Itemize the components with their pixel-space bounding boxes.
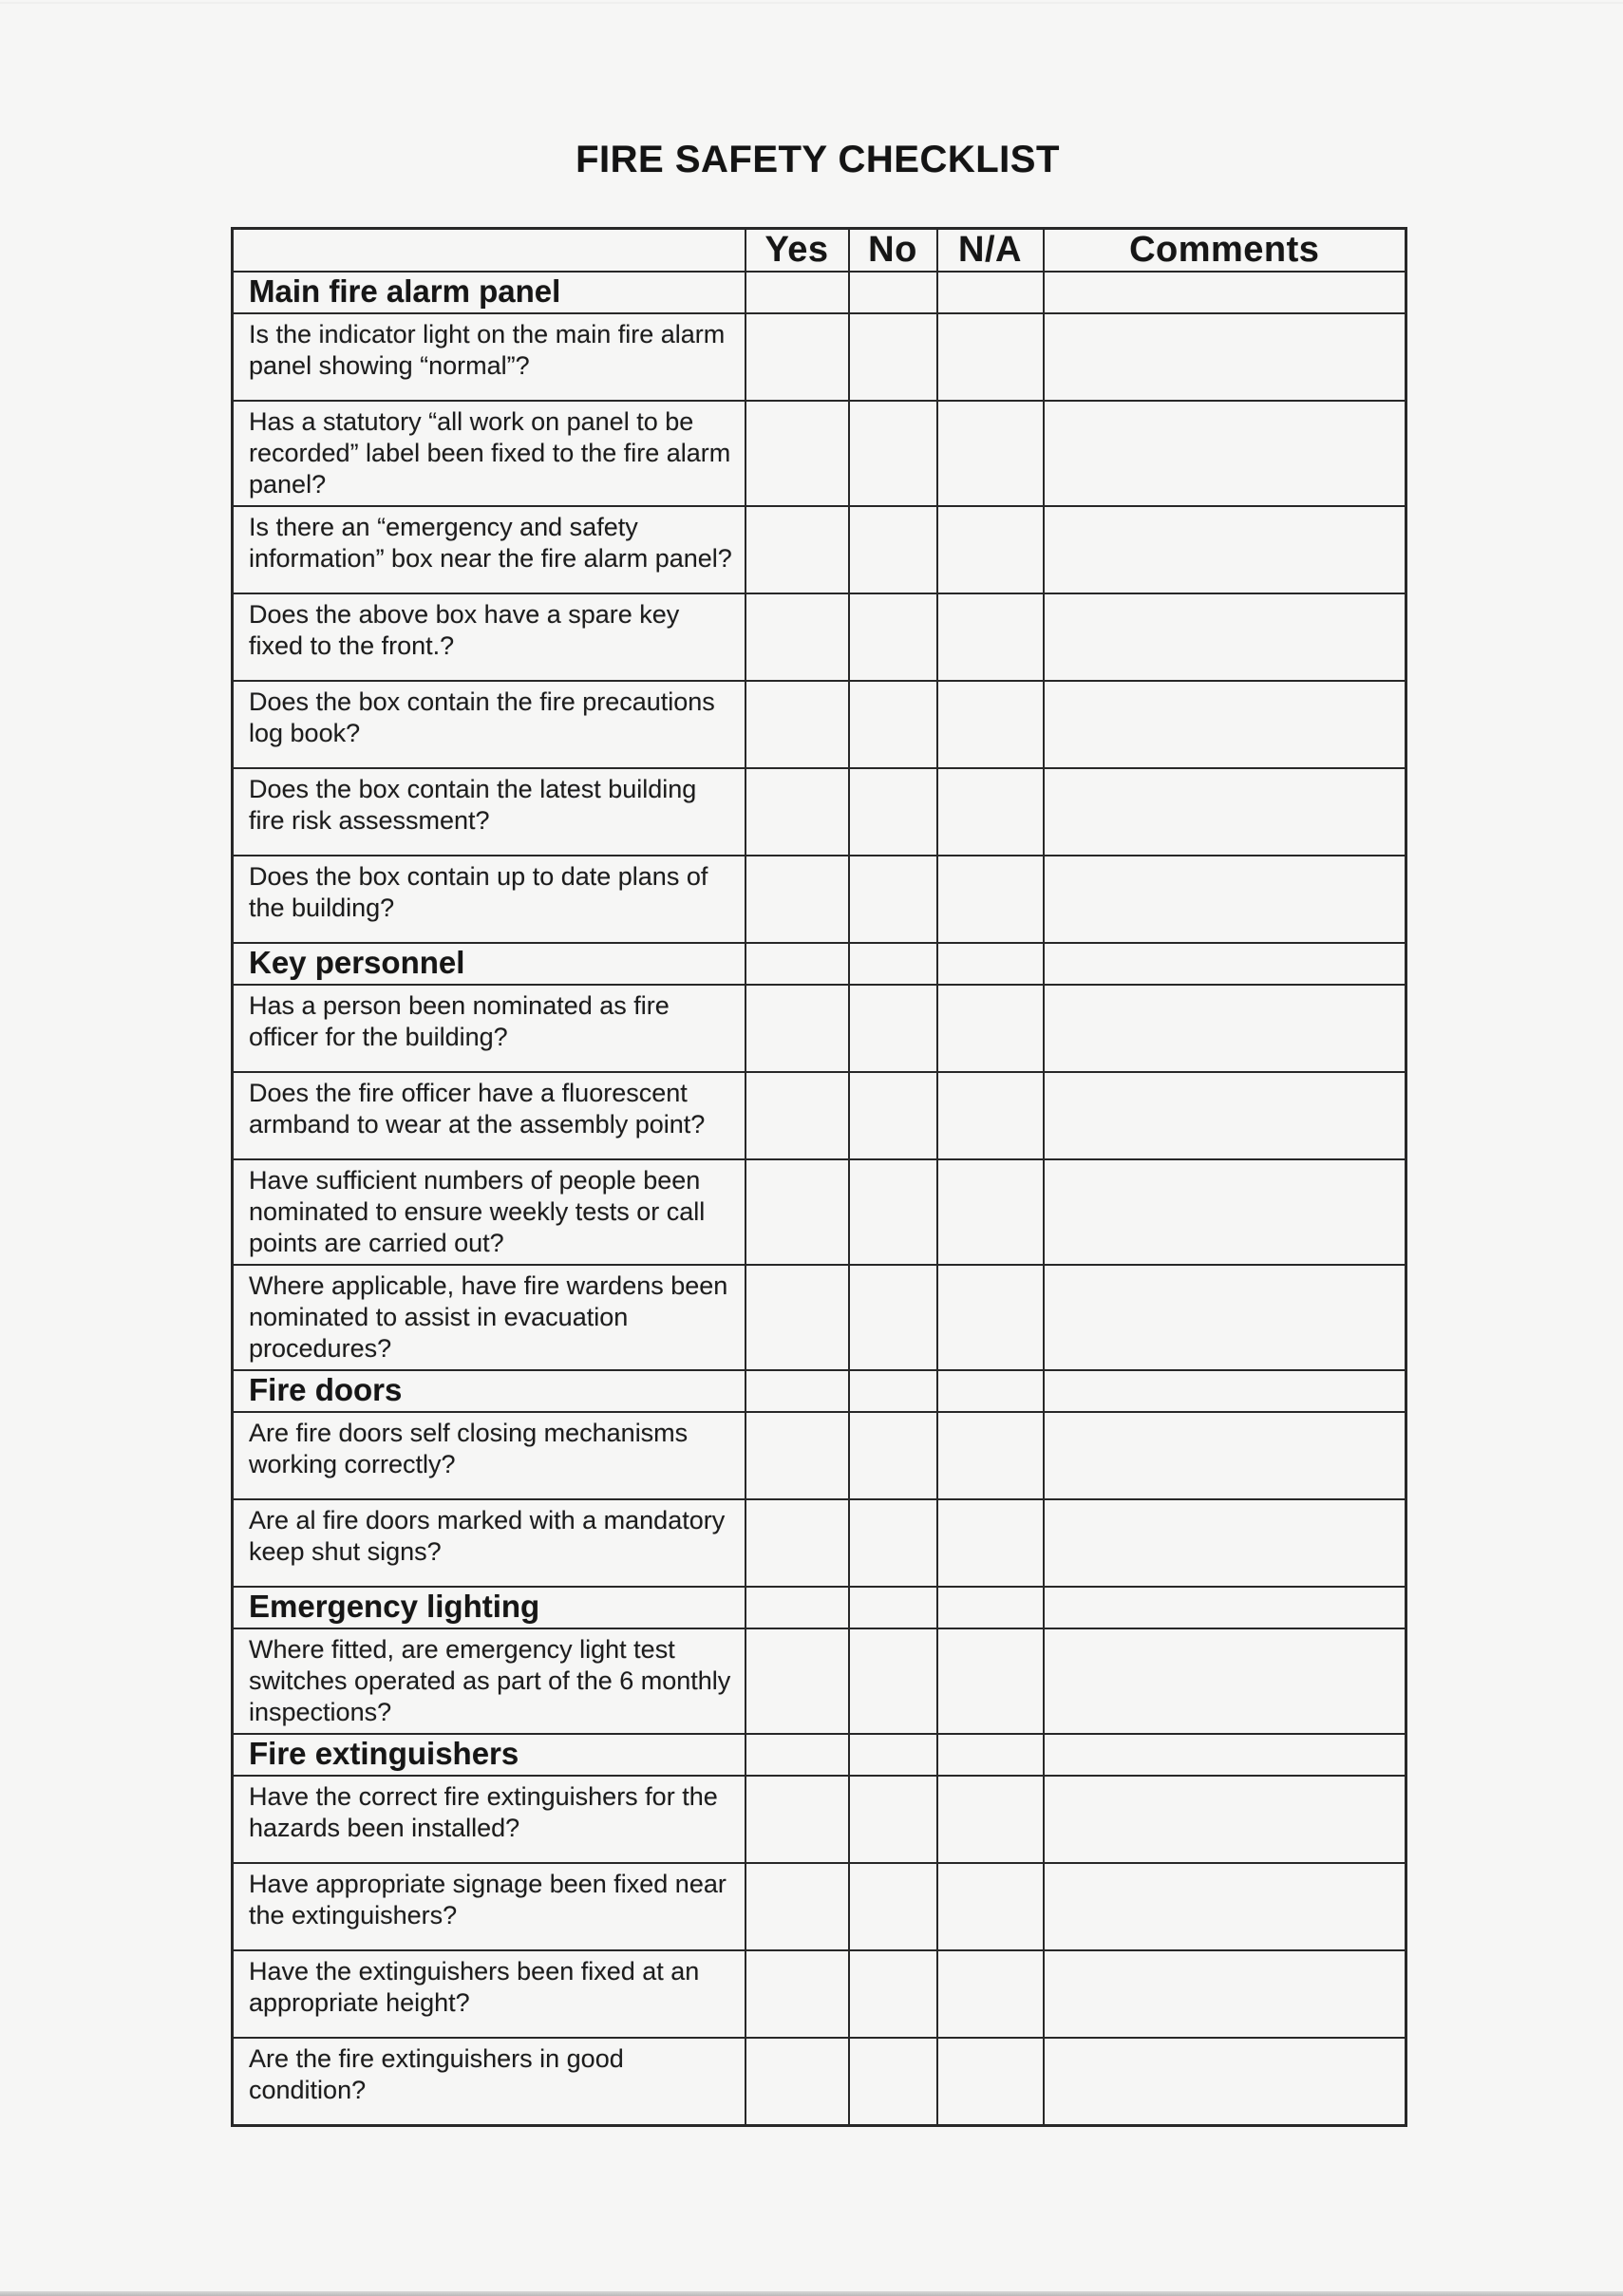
question-row bbox=[233, 1628, 1406, 1734]
yes-cell[interactable] bbox=[745, 1776, 849, 1863]
question-text: Is there an “emergency and safety information” box near the fire alarm panel? bbox=[233, 506, 745, 593]
question-row bbox=[233, 401, 1406, 506]
no-cell[interactable] bbox=[849, 1950, 937, 2038]
no-column-header: No bbox=[849, 229, 937, 273]
comments-cell[interactable] bbox=[1044, 593, 1406, 681]
question-text: Does the fire officer have a fluorescent armband to wear at the assembly point? bbox=[233, 1072, 745, 1159]
section-title: Fire doors bbox=[233, 1370, 745, 1412]
question-text: Are the fire extinguishers in good condition? bbox=[233, 2038, 745, 2126]
no-cell bbox=[849, 272, 937, 313]
comments-cell[interactable] bbox=[1044, 1863, 1406, 1950]
comments-cell bbox=[1044, 1370, 1406, 1412]
section-row bbox=[233, 1587, 1406, 1628]
section-title: Main fire alarm panel bbox=[233, 272, 745, 313]
na-cell[interactable] bbox=[937, 1265, 1044, 1370]
na-cell[interactable] bbox=[937, 593, 1044, 681]
comments-cell[interactable] bbox=[1044, 1159, 1406, 1265]
na-cell[interactable] bbox=[937, 2038, 1044, 2126]
section-row bbox=[233, 943, 1406, 985]
fire-safety-checklist-table bbox=[231, 227, 1407, 2127]
yes-cell[interactable] bbox=[745, 1499, 849, 1587]
na-cell bbox=[937, 943, 1044, 985]
comments-cell[interactable] bbox=[1044, 2038, 1406, 2126]
comments-cell[interactable] bbox=[1044, 313, 1406, 401]
na-cell bbox=[937, 1734, 1044, 1776]
na-cell[interactable] bbox=[937, 1072, 1044, 1159]
yes-cell bbox=[745, 1370, 849, 1412]
comments-cell bbox=[1044, 1734, 1406, 1776]
comments-cell[interactable] bbox=[1044, 985, 1406, 1072]
question-text: Are al fire doors marked with a mandatory keep shut signs? bbox=[233, 1499, 745, 1587]
comments-cell[interactable] bbox=[1044, 856, 1406, 943]
question-row bbox=[233, 1412, 1406, 1499]
yes-cell[interactable] bbox=[745, 856, 849, 943]
question-row bbox=[233, 1159, 1406, 1265]
no-cell[interactable] bbox=[849, 1265, 937, 1370]
yes-cell bbox=[745, 943, 849, 985]
question-row bbox=[233, 768, 1406, 856]
question-row bbox=[233, 1072, 1406, 1159]
comments-cell[interactable] bbox=[1044, 1072, 1406, 1159]
comments-cell[interactable] bbox=[1044, 1265, 1406, 1370]
yes-cell[interactable] bbox=[745, 1950, 849, 2038]
question-row bbox=[233, 593, 1406, 681]
checklist-body bbox=[233, 272, 1406, 2126]
na-cell[interactable] bbox=[937, 985, 1044, 1072]
question-column-header bbox=[233, 229, 745, 273]
no-cell[interactable] bbox=[849, 313, 937, 401]
comments-column-header: Comments bbox=[1044, 229, 1406, 273]
yes-cell[interactable] bbox=[745, 1072, 849, 1159]
na-cell bbox=[937, 1370, 1044, 1412]
comments-cell[interactable] bbox=[1044, 1628, 1406, 1734]
no-cell[interactable] bbox=[849, 401, 937, 506]
scan-artifact-bottom-edge bbox=[0, 2291, 1623, 2296]
question-row bbox=[233, 985, 1406, 1072]
no-cell[interactable] bbox=[849, 768, 937, 856]
question-text: Where applicable, have fire wardens been nominated to assist in evacuation procedures? bbox=[233, 1265, 745, 1370]
no-cell[interactable] bbox=[849, 2038, 937, 2126]
section-row bbox=[233, 1734, 1406, 1776]
na-cell[interactable] bbox=[937, 1863, 1044, 1950]
yes-column-header: Yes bbox=[745, 229, 849, 273]
yes-cell bbox=[745, 1734, 849, 1776]
question-text: Have the extinguishers been fixed at an appropriate height? bbox=[233, 1950, 745, 2038]
section-title: Fire extinguishers bbox=[233, 1734, 745, 1776]
yes-cell[interactable] bbox=[745, 401, 849, 506]
yes-cell[interactable] bbox=[745, 2038, 849, 2126]
no-cell[interactable] bbox=[849, 1776, 937, 1863]
question-text: Does the box contain the latest building fire risk assessment? bbox=[233, 768, 745, 856]
question-text: Have the correct fire extinguishers for the hazards been installed? bbox=[233, 1776, 745, 1863]
yes-cell[interactable] bbox=[745, 1159, 849, 1265]
scan-artifact-top-edge bbox=[0, 2, 1623, 4]
no-cell[interactable] bbox=[849, 856, 937, 943]
question-text: Does the above box have a spare key fixed to the front.? bbox=[233, 593, 745, 681]
no-cell[interactable] bbox=[849, 1159, 937, 1265]
na-cell[interactable] bbox=[937, 1159, 1044, 1265]
na-cell[interactable] bbox=[937, 313, 1044, 401]
question-row bbox=[233, 1863, 1406, 1950]
comments-cell bbox=[1044, 1587, 1406, 1628]
comments-cell[interactable] bbox=[1044, 1776, 1406, 1863]
header-row bbox=[233, 229, 1406, 273]
na-cell[interactable] bbox=[937, 506, 1044, 593]
no-cell[interactable] bbox=[849, 1863, 937, 1950]
page-title: FIRE SAFETY CHECKLIST bbox=[576, 139, 1060, 180]
comments-cell[interactable] bbox=[1044, 1499, 1406, 1587]
na-cell[interactable] bbox=[937, 1628, 1044, 1734]
no-cell[interactable] bbox=[849, 985, 937, 1072]
no-cell[interactable] bbox=[849, 1628, 937, 1734]
comments-cell[interactable] bbox=[1044, 506, 1406, 593]
na-cell[interactable] bbox=[937, 1499, 1044, 1587]
section-row bbox=[233, 1370, 1406, 1412]
yes-cell[interactable] bbox=[745, 768, 849, 856]
question-text: Has a statutory “all work on panel to be recorded” label been fixed to the fire alarm panel? bbox=[233, 401, 745, 506]
comments-cell bbox=[1044, 272, 1406, 313]
question-text: Have appropriate signage been fixed near the extinguishers? bbox=[233, 1863, 745, 1950]
comments-cell[interactable] bbox=[1044, 768, 1406, 856]
question-row bbox=[233, 681, 1406, 768]
na-cell[interactable] bbox=[937, 1776, 1044, 1863]
no-cell[interactable] bbox=[849, 506, 937, 593]
yes-cell[interactable] bbox=[745, 506, 849, 593]
na-cell bbox=[937, 272, 1044, 313]
question-row bbox=[233, 313, 1406, 401]
yes-cell[interactable] bbox=[745, 593, 849, 681]
question-text: Where fitted, are emergency light test switches operated as part of the 6 monthly inspections? bbox=[233, 1628, 745, 1734]
question-row bbox=[233, 1265, 1406, 1370]
comments-cell[interactable] bbox=[1044, 1412, 1406, 1499]
section-row bbox=[233, 272, 1406, 313]
question-row bbox=[233, 1776, 1406, 1863]
question-row bbox=[233, 1950, 1406, 2038]
no-cell bbox=[849, 943, 937, 985]
yes-cell[interactable] bbox=[745, 1412, 849, 1499]
na-cell[interactable] bbox=[937, 681, 1044, 768]
yes-cell bbox=[745, 1587, 849, 1628]
question-text: Has a person been nominated as fire officer for the building? bbox=[233, 985, 745, 1072]
no-cell[interactable] bbox=[849, 681, 937, 768]
na-cell[interactable] bbox=[937, 1412, 1044, 1499]
yes-cell[interactable] bbox=[745, 985, 849, 1072]
no-cell bbox=[849, 1734, 937, 1776]
na-cell[interactable] bbox=[937, 1950, 1044, 2038]
question-text: Does the box contain the fire precautions log book? bbox=[233, 681, 745, 768]
question-row bbox=[233, 856, 1406, 943]
na-cell bbox=[937, 1587, 1044, 1628]
no-cell[interactable] bbox=[849, 1412, 937, 1499]
yes-cell[interactable] bbox=[745, 1628, 849, 1734]
question-text: Have sufficient numbers of people been nominated to ensure weekly tests or call points are carried out? bbox=[233, 1159, 745, 1265]
no-cell[interactable] bbox=[849, 1072, 937, 1159]
no-cell bbox=[849, 1587, 937, 1628]
question-text: Are fire doors self closing mechanisms working correctly? bbox=[233, 1412, 745, 1499]
comments-cell[interactable] bbox=[1044, 1950, 1406, 2038]
no-cell bbox=[849, 1370, 937, 1412]
na-cell[interactable] bbox=[937, 768, 1044, 856]
yes-cell[interactable] bbox=[745, 1265, 849, 1370]
section-title: Key personnel bbox=[233, 943, 745, 985]
no-cell[interactable] bbox=[849, 1499, 937, 1587]
question-text: Is the indicator light on the main fire alarm panel showing “normal”? bbox=[233, 313, 745, 401]
yes-cell bbox=[745, 272, 849, 313]
na-cell[interactable] bbox=[937, 401, 1044, 506]
no-cell[interactable] bbox=[849, 593, 937, 681]
comments-cell[interactable] bbox=[1044, 401, 1406, 506]
question-row bbox=[233, 1499, 1406, 1587]
na-column-header: N/A bbox=[937, 229, 1044, 273]
yes-cell[interactable] bbox=[745, 1863, 849, 1950]
yes-cell[interactable] bbox=[745, 681, 849, 768]
question-row bbox=[233, 2038, 1406, 2126]
yes-cell[interactable] bbox=[745, 313, 849, 401]
comments-cell bbox=[1044, 943, 1406, 985]
question-text: Does the box contain up to date plans of the building? bbox=[233, 856, 745, 943]
question-row bbox=[233, 506, 1406, 593]
section-title: Emergency lighting bbox=[233, 1587, 745, 1628]
na-cell[interactable] bbox=[937, 856, 1044, 943]
comments-cell[interactable] bbox=[1044, 681, 1406, 768]
